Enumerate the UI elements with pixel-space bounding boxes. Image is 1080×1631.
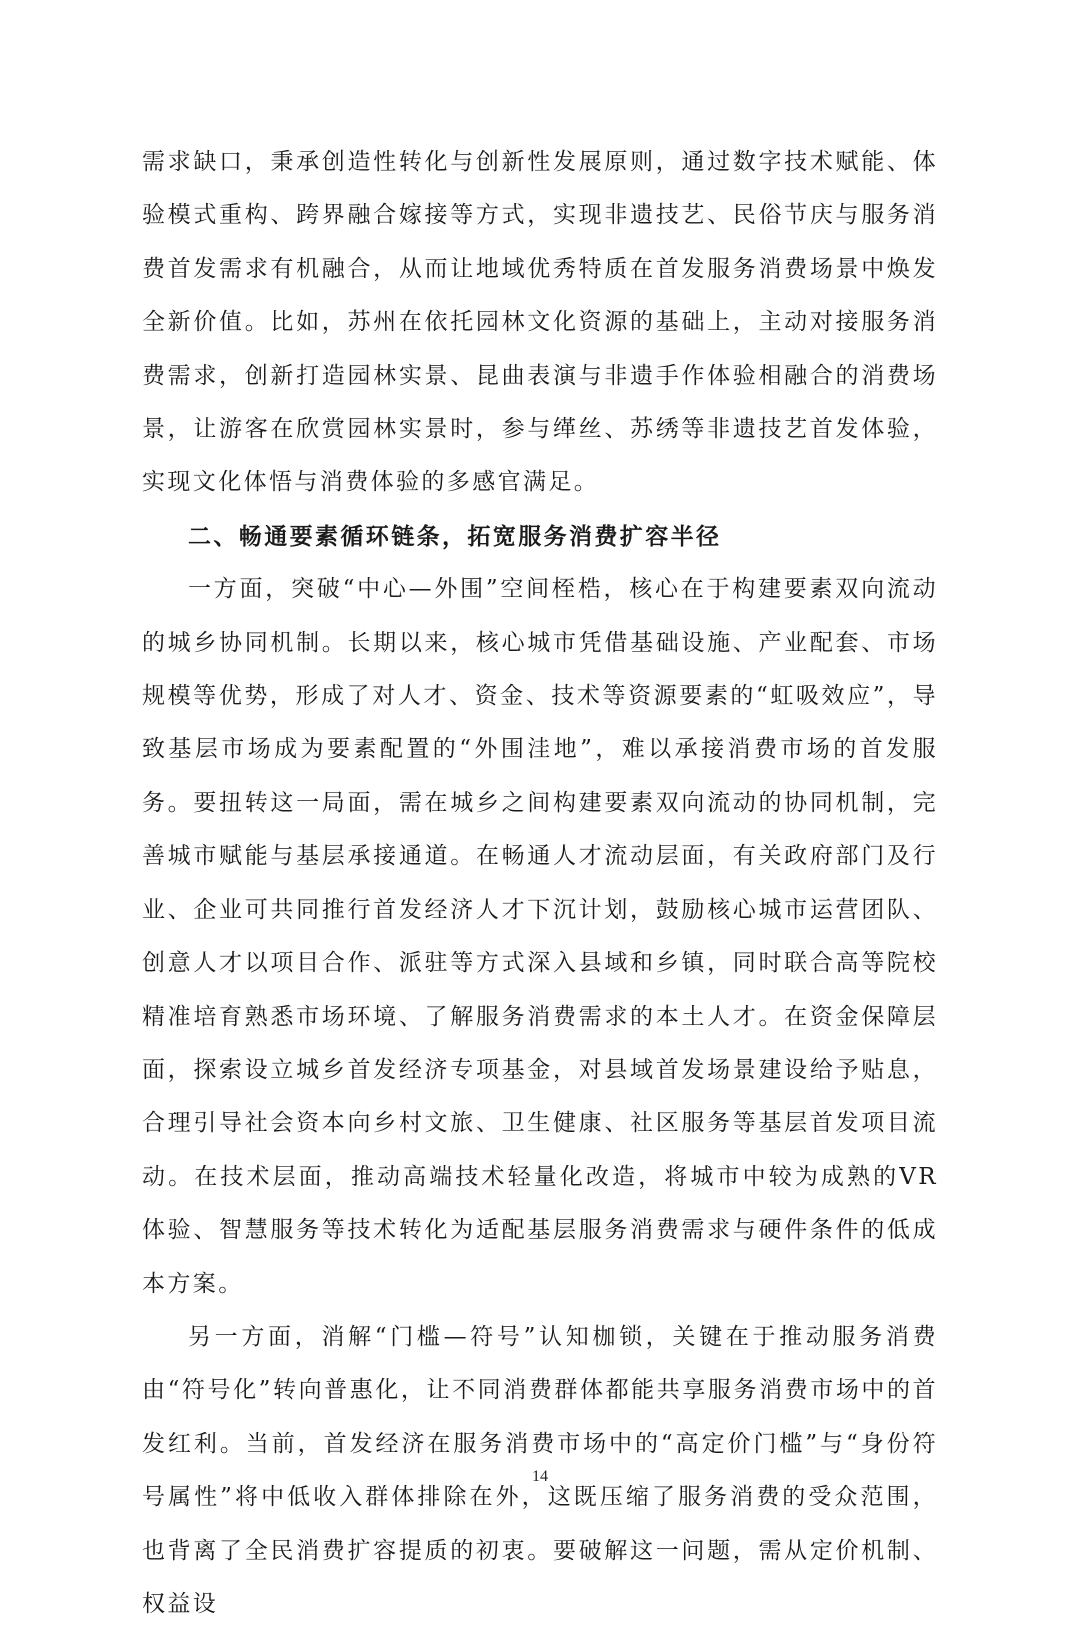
paragraph-continuation: 需求缺口，秉承创造性转化与创新性发展原则，通过数字技术赋能、体验模式重构、跨界融合嫁接等方式，实现非遗技艺、民俗节庆与服务消费首发需求有机融合，从而让地域优秀特质在首发服务消费场景中焕发全新价值。比如，苏州在依托园林文化资源的基础上，主动对接服务消费需求，创新打造园林实景、昆曲表演与非遗手作体验相融合的消费场景，让游客在欣赏园林实景时，参与缂丝、苏绣等非遗技艺首发体验，实现文化体悟与消费体验的多感官满足。 [142, 149, 938, 496]
section-heading: 二、畅通要素循环链条，拓宽服务消费扩容半径 [188, 522, 722, 550]
paragraph-threshold-symbol: 另一方面，消解“门槛—符号”认知枷锁，关键在于推动服务消费由“符号化”转向普惠化，让不同消费群体都能共享服务消费市场中的首发红利。当前，首发经济在服务消费市场中的“高定价门槛”与“身份符号属性”将中低收入群体排除在外，这既压缩了服务消费的受众范围，也背离了全民消费扩容提质的初衷。要破解这一问题，需从定价机制、权益设 [142, 1323, 938, 1617]
document-body [142, 136, 938, 1631]
page-number: 14 [532, 1468, 548, 1485]
paragraph-urban-rural-mechanism: 一方面，突破“中心—外围”空间桎梏，核心在于构建要素双向流动的城乡协同机制。长期以来，核心城市凭借基础设施、产业配套、市场规模等优势，形成了对人才、资金、技术等资源要素的“虹吸效应”，导致基层市场成为要素配置的“外围洼地”，难以承接消费市场的首发服务。要扭转这一局面，需在城乡之间构建要素双向流动的协同机制，完善城市赋能与基层承接通道。在畅通人才流动层面，有关政府部门及行业、企业可共同推行首发经济人才下沉计划，鼓励核心城市运营团队、创意人才以项目合作、派驻等方式深入县域和乡镇，同时联合高等院校精准培育熟悉市场环境、了解服务消费需求的本土人才。在资金保障层面，探索设立城乡首发经济专项基金，对县域首发场景建设给予贴息，合理引导社会资本向乡村文旅、卫生健康、社区服务等基层首发项目流动。在技术层面，推动高端技术轻量化改造，将城市中较为成熟的VR体验、智慧服务等技术转化为适配基层服务消费需求与硬件条件的低成本方案。 [142, 576, 938, 1297]
